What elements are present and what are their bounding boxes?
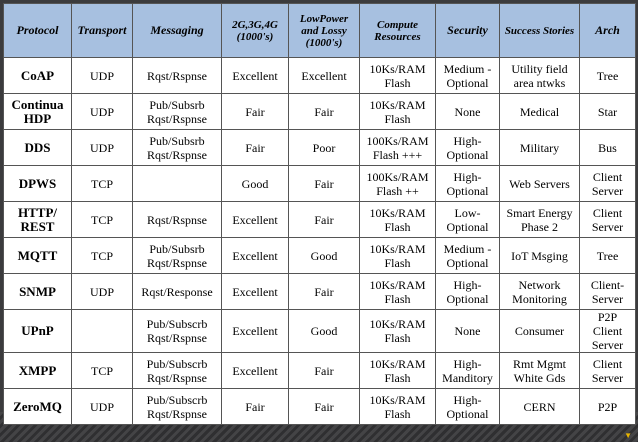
cell-arch: Client- Server (580, 274, 636, 310)
cell-arch: P2P Client Server (580, 310, 636, 353)
cell-messaging (133, 166, 222, 202)
cell-compute: 10Ks/RAM Flash (360, 310, 436, 353)
table-row (4, 94, 636, 130)
cell-security: None (436, 94, 500, 130)
cell-security: None (436, 310, 500, 353)
cell-arch: Bus (580, 130, 636, 166)
cell-security: High- Optional (436, 274, 500, 310)
cell-arch: Tree (580, 238, 636, 274)
cell-lowpower: Fair (289, 389, 360, 425)
cell-transport (72, 310, 133, 353)
cell-protocol: Continua HDP (4, 94, 72, 130)
cell-messaging: Rqst/Rspnse (133, 58, 222, 94)
cell-compute: 10Ks/RAM Flash (360, 389, 436, 425)
cell-cellular: Excellent (222, 202, 289, 238)
cell-protocol: HTTP/ REST (4, 202, 72, 238)
column-header-security: Security (436, 4, 500, 58)
cell-protocol: MQTT (4, 238, 72, 274)
cell-success-stories: Military (500, 130, 580, 166)
cell-messaging: Pub/Subsrb Rqst/Rspnse (133, 94, 222, 130)
cell-lowpower: Good (289, 238, 360, 274)
cell-lowpower: Fair (289, 202, 360, 238)
cell-security: High- Optional (436, 166, 500, 202)
cell-lowpower: Fair (289, 166, 360, 202)
cell-cellular: Excellent (222, 274, 289, 310)
cell-success-stories: Consumer (500, 310, 580, 353)
cell-success-stories: CERN (500, 389, 580, 425)
cell-protocol: DPWS (4, 166, 72, 202)
table-row (4, 353, 636, 389)
cell-messaging: Pub/Subscrb Rqst/Rspnse (133, 389, 222, 425)
cell-security: Medium - Optional (436, 238, 500, 274)
table-row (4, 389, 636, 425)
column-header-messaging: Messaging (133, 4, 222, 58)
table-row (4, 130, 636, 166)
cell-transport: UDP (72, 130, 133, 166)
cell-cellular: Excellent (222, 353, 289, 389)
cell-success-stories: IoT Msging (500, 238, 580, 274)
cell-security: High- Optional (436, 130, 500, 166)
cell-compute: 10Ks/RAM Flash (360, 94, 436, 130)
column-header-compute: Compute Resources (360, 4, 436, 58)
table-row (4, 58, 636, 94)
table-row (4, 166, 636, 202)
cell-lowpower: Good (289, 310, 360, 353)
cell-success-stories: Network Monitoring (500, 274, 580, 310)
cell-arch: Tree (580, 58, 636, 94)
cell-messaging: Rqst/Rspnse (133, 202, 222, 238)
cell-success-stories: Medical (500, 94, 580, 130)
cell-lowpower: Fair (289, 94, 360, 130)
cell-arch: Star (580, 94, 636, 130)
cell-compute: 10Ks/RAM Flash (360, 274, 436, 310)
cell-security: Low- Optional (436, 202, 500, 238)
cell-cellular: Excellent (222, 58, 289, 94)
cell-messaging: Pub/Subscrb Rqst/Rspnse (133, 310, 222, 353)
table-row (4, 274, 636, 310)
cell-messaging: Rqst/Response (133, 274, 222, 310)
cell-arch: Client Server (580, 202, 636, 238)
column-header-transport: Transport (72, 4, 133, 58)
cell-transport: UDP (72, 58, 133, 94)
cell-lowpower: Excellent (289, 58, 360, 94)
cell-cellular: Excellent (222, 310, 289, 353)
table-row (4, 238, 636, 274)
cell-success-stories: Utility field area ntwks (500, 58, 580, 94)
cell-cellular: Excellent (222, 238, 289, 274)
cell-messaging: Pub/Subsrb Rqst/Rspnse (133, 238, 222, 274)
table-row (4, 310, 636, 353)
cell-messaging: Pub/Subsrb Rqst/Rspnse (133, 130, 222, 166)
protocol-comparison-table (3, 3, 636, 425)
cell-transport: UDP (72, 274, 133, 310)
cell-transport: UDP (72, 389, 133, 425)
cell-cellular: Fair (222, 94, 289, 130)
cell-security: High- Manditory (436, 353, 500, 389)
cell-compute: 10Ks/RAM Flash (360, 238, 436, 274)
cell-protocol: SNMP (4, 274, 72, 310)
cell-lowpower: Fair (289, 274, 360, 310)
cell-lowpower: Poor (289, 130, 360, 166)
cell-compute: 100Ks/RAM Flash +++ (360, 130, 436, 166)
cell-transport: TCP (72, 202, 133, 238)
table-body (4, 58, 636, 425)
cell-compute: 10Ks/RAM Flash (360, 202, 436, 238)
cell-protocol: ZeroMQ (4, 389, 72, 425)
comparison-table-container (3, 3, 635, 425)
cell-protocol: UPnP (4, 310, 72, 353)
column-header-lowpower: LowPower and Lossy (1000's) (289, 4, 360, 58)
column-header-cellular: 2G,3G,4G (1000's) (222, 4, 289, 58)
cell-protocol: DDS (4, 130, 72, 166)
cell-arch: Client Server (580, 166, 636, 202)
cell-success-stories: Web Servers (500, 166, 580, 202)
cell-protocol: CoAP (4, 58, 72, 94)
cell-arch: Client Server (580, 353, 636, 389)
cell-compute: 10Ks/RAM Flash (360, 353, 436, 389)
cell-messaging: Pub/Subscrb Rqst/Rspnse (133, 353, 222, 389)
cell-cellular: Fair (222, 130, 289, 166)
cell-compute: 100Ks/RAM Flash ++ (360, 166, 436, 202)
cell-success-stories: Rmt Mgmt White Gds (500, 353, 580, 389)
corner-marker-icon: ▼ (624, 431, 632, 440)
cell-protocol: XMPP (4, 353, 72, 389)
cell-lowpower: Fair (289, 353, 360, 389)
cell-security: High- Optional (436, 389, 500, 425)
column-header-success-stories: Success Stories (500, 4, 580, 58)
cell-arch: P2P (580, 389, 636, 425)
cell-cellular: Good (222, 166, 289, 202)
column-header-protocol: Protocol (4, 4, 72, 58)
table-row (4, 202, 636, 238)
cell-security: Medium - Optional (436, 58, 500, 94)
cell-transport: TCP (72, 353, 133, 389)
header-row (4, 4, 636, 58)
cell-transport: TCP (72, 238, 133, 274)
column-header-arch: Arch (580, 4, 636, 58)
cell-success-stories: Smart Energy Phase 2 (500, 202, 580, 238)
cell-compute: 10Ks/RAM Flash (360, 58, 436, 94)
cell-transport: UDP (72, 94, 133, 130)
cell-transport: TCP (72, 166, 133, 202)
cell-cellular: Fair (222, 389, 289, 425)
